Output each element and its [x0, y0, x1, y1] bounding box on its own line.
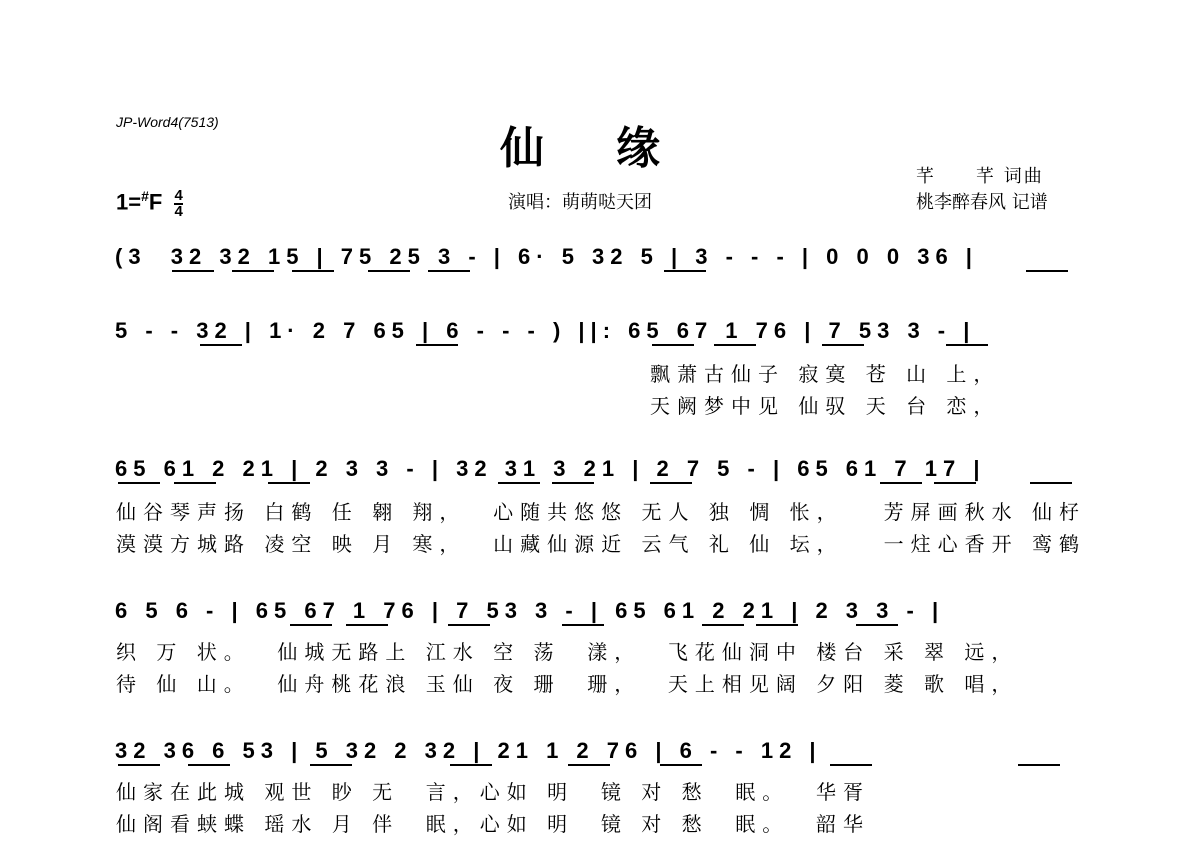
lyric-verse2-line4: 仙阁看蛱蝶 瑶水 月 伴 眠，心如 明 镜 对 愁 眠。 韶华: [116, 812, 871, 836]
beam-mark: [880, 482, 922, 484]
beam-mark: [498, 482, 540, 484]
key-prefix: 1=: [116, 189, 142, 215]
beam-mark: [652, 344, 694, 346]
beam-mark: [450, 764, 492, 766]
beam-mark: [1018, 764, 1060, 766]
beam-mark: [568, 764, 610, 766]
beam-mark: [172, 270, 214, 272]
time-signature: [174, 186, 183, 220]
sharp-sign: #: [141, 188, 149, 204]
time-numerator: 4: [174, 186, 183, 204]
beam-mark: [650, 482, 692, 484]
beam-mark: [714, 344, 756, 346]
beam-mark: [416, 344, 458, 346]
beam-mark: [856, 624, 898, 626]
key-signature: [116, 188, 183, 219]
beam-mark: [660, 764, 702, 766]
beam-mark: [822, 344, 864, 346]
lyric-verse2-line3: 待 仙 山。 仙舟桃花浪 玉仙 夜 珊 珊， 天上相见阔 夕阳 菱 歌 唱，: [116, 672, 1019, 696]
singer-credit: 演唱：萌萌哒天团: [508, 192, 652, 213]
beam-mark: [368, 270, 410, 272]
staff-line-2: 5 - - 32 | 1· 2 7 65 | 6 - - - ) ||: 65 67 1 76 | 7 53 3 - |: [115, 318, 976, 343]
lyric-verse2-line1: 天阙梦中见 仙驭 天 台 恋，: [650, 394, 1001, 418]
beam-mark: [346, 624, 388, 626]
beam-mark: [200, 344, 242, 346]
beam-mark: [552, 482, 594, 484]
beam-mark: [118, 764, 160, 766]
key-note: F: [148, 189, 163, 215]
beam-mark: [1030, 482, 1072, 484]
lyric-verse1-line1: 飘萧古仙子 寂寞 苍 山 上，: [650, 362, 1001, 386]
staff-line-1: (3 32 32 15 | 75 25 3 - | 6· 5 32 5 | 3 - - - | 0 0 0 36 |: [115, 244, 978, 269]
beam-mark: [1026, 270, 1068, 272]
beam-mark: [702, 624, 744, 626]
lyric-verse1-line3: 织 万 状。 仙城无路上 江水 空 荡 漾， 飞花仙洞中 楼台 采 翠 远，: [116, 640, 1019, 664]
beam-mark: [934, 482, 976, 484]
beam-mark: [268, 482, 310, 484]
beam-mark: [118, 482, 160, 484]
beam-mark: [428, 270, 470, 272]
beam-mark: [188, 764, 230, 766]
time-denominator: 4: [174, 202, 183, 220]
software-label: JP-Word4(7513): [116, 114, 219, 130]
song-title: 仙缘: [500, 123, 732, 174]
lyric-verse1-line2: 仙谷琴声扬 白鹤 任 翱 翔， 心随共悠悠 无人 独 惆 怅， 芳屏画秋水 仙杍: [116, 500, 1087, 524]
lyricist-credit: 芊 芊 词曲: [916, 166, 1044, 187]
lyric-verse1-line4: 仙家在此城 观世 眇 无 言，心如 明 镜 对 愁 眠。 华胥: [116, 780, 871, 804]
beam-mark: [756, 624, 798, 626]
beam-mark: [946, 344, 988, 346]
beam-mark: [310, 764, 352, 766]
beam-mark: [830, 764, 872, 766]
transcriber-credit: 桃李醉春风 记谱: [916, 192, 1048, 213]
staff-line-3: 65 61 2 21 | 2 3 3 - | 32 31 3 21 | 2 7 5 - | 65 61 7 17 |: [115, 456, 986, 481]
lyric-verse2-line2: 漠漠方城路 凌空 映 月 寒， 山藏仙源近 云气 礼 仙 坛， 一炷心香开 鸾鹤: [116, 532, 1087, 556]
beam-mark: [290, 624, 332, 626]
beam-mark: [292, 270, 334, 272]
staff-line-4: 6 5 6 - | 65 67 1 76 | 7 53 3 - | 65 61 2 21 | 2 3 3 - |: [115, 598, 945, 623]
beam-mark: [664, 270, 706, 272]
beam-mark: [232, 270, 274, 272]
beam-mark: [448, 624, 490, 626]
beam-mark: [562, 624, 604, 626]
staff-line-5: 32 36 6 53 | 5 32 2 32 | 21 1 2 76 | 6 - - 12 |: [115, 738, 822, 763]
beam-mark: [174, 482, 216, 484]
